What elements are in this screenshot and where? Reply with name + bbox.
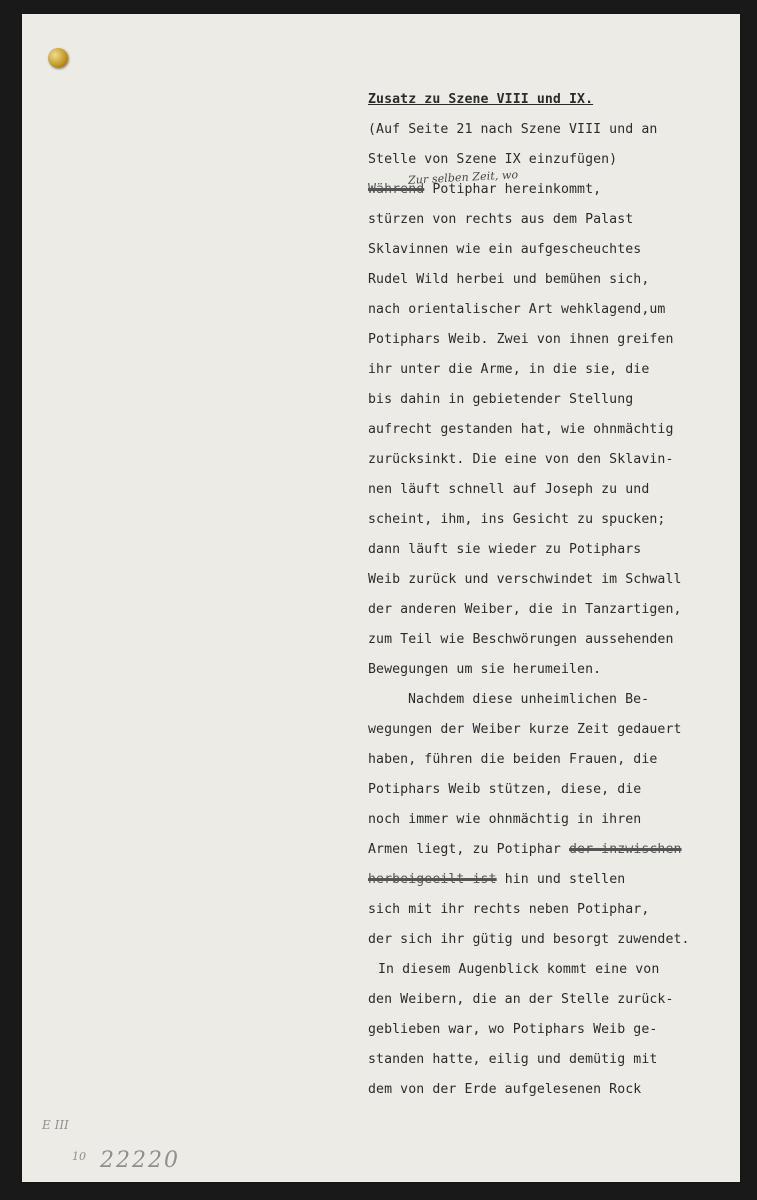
text-line: stürzen von rechts aus dem Palast bbox=[368, 212, 634, 227]
text-line: In diesem Augenblick kommt eine von bbox=[378, 962, 660, 977]
archive-number: 22220 bbox=[100, 1148, 180, 1173]
brass-fastener-icon bbox=[48, 48, 68, 68]
text-line: Bewegungen um sie herumeilen. bbox=[368, 662, 602, 677]
text-line: zum Teil wie Beschwörungen aussehenden bbox=[368, 632, 674, 647]
struck-word: Während bbox=[368, 182, 425, 197]
text-line: Potiphars Weib stützen, diese, die bbox=[368, 782, 642, 797]
text-line: dann läuft sie wieder zu Potiphars bbox=[368, 542, 642, 557]
text-line: (Auf Seite 21 nach Szene VIII und an bbox=[368, 122, 658, 137]
text-line: der sich ihr gütig und besorgt zuwendet. bbox=[368, 932, 690, 947]
text-line: haben, führen die beiden Frauen, die bbox=[368, 752, 658, 767]
text-line: Stelle von Szene IX einzufügen) bbox=[368, 152, 618, 167]
text-line: geblieben war, wo Potiphars Weib ge- bbox=[368, 1022, 658, 1037]
text-line: aufrecht gestanden hat, wie ohnmächtig bbox=[368, 422, 674, 437]
text-line: Nachdem diese unheimlichen Be- bbox=[408, 692, 650, 707]
archive-mark: 10 bbox=[72, 1150, 86, 1163]
text-line: Weib zurück und verschwindet im Schwall bbox=[368, 572, 682, 587]
heading: Zusatz zu Szene VIII und IX. bbox=[368, 92, 594, 107]
text-line: ihr unter die Arme, in die sie, die bbox=[368, 362, 650, 377]
text-line: der anderen Weiber, die in Tanzartigen, bbox=[368, 602, 682, 617]
text-line: nen läuft schnell auf Joseph zu und bbox=[368, 482, 650, 497]
text-line: zurücksinkt. Die eine von den Sklavin- bbox=[368, 452, 674, 467]
text-line: wegungen der Weiber kurze Zeit gedauert bbox=[368, 722, 682, 737]
text-segment: Potiphar hereinkommt, bbox=[432, 182, 602, 197]
text-line: den Weibern, die an der Stelle zurück- bbox=[368, 992, 674, 1007]
struck-word: herbeigeeilt ist bbox=[368, 872, 497, 887]
text-line: Potiphars Weib. Zwei von ihnen greifen bbox=[368, 332, 674, 347]
text-line: noch immer wie ohnmächtig in ihren bbox=[368, 812, 642, 827]
text-line: Rudel Wild herbei und bemühen sich, bbox=[368, 272, 650, 287]
text-line: standen hatte, eilig und demütig mit bbox=[368, 1052, 658, 1067]
archive-mark: E III bbox=[42, 1118, 69, 1132]
text-line bbox=[368, 840, 682, 860]
text-segment: Armen liegt, zu Potiphar bbox=[368, 842, 561, 857]
text-line: nach orientalischer Art wehklagend,um bbox=[368, 302, 666, 317]
document-page bbox=[22, 14, 740, 1182]
text-line: dem von der Erde aufgelesenen Rock bbox=[368, 1082, 642, 1097]
text-line: Sklavinnen wie ein aufgescheuchtes bbox=[368, 242, 642, 257]
text-line: sich mit ihr rechts neben Potiphar, bbox=[368, 902, 650, 917]
text-segment: hin und stellen bbox=[504, 872, 626, 887]
handwritten-insert: Zur selben Zeit, wo bbox=[407, 168, 519, 187]
text-line bbox=[368, 168, 602, 200]
text-line: bis dahin in gebietender Stellung bbox=[368, 392, 634, 407]
struck-word: der inzwischen bbox=[569, 842, 682, 857]
text-line bbox=[368, 870, 625, 890]
text-line: scheint, ihm, ins Gesicht zu spucken; bbox=[368, 512, 666, 527]
